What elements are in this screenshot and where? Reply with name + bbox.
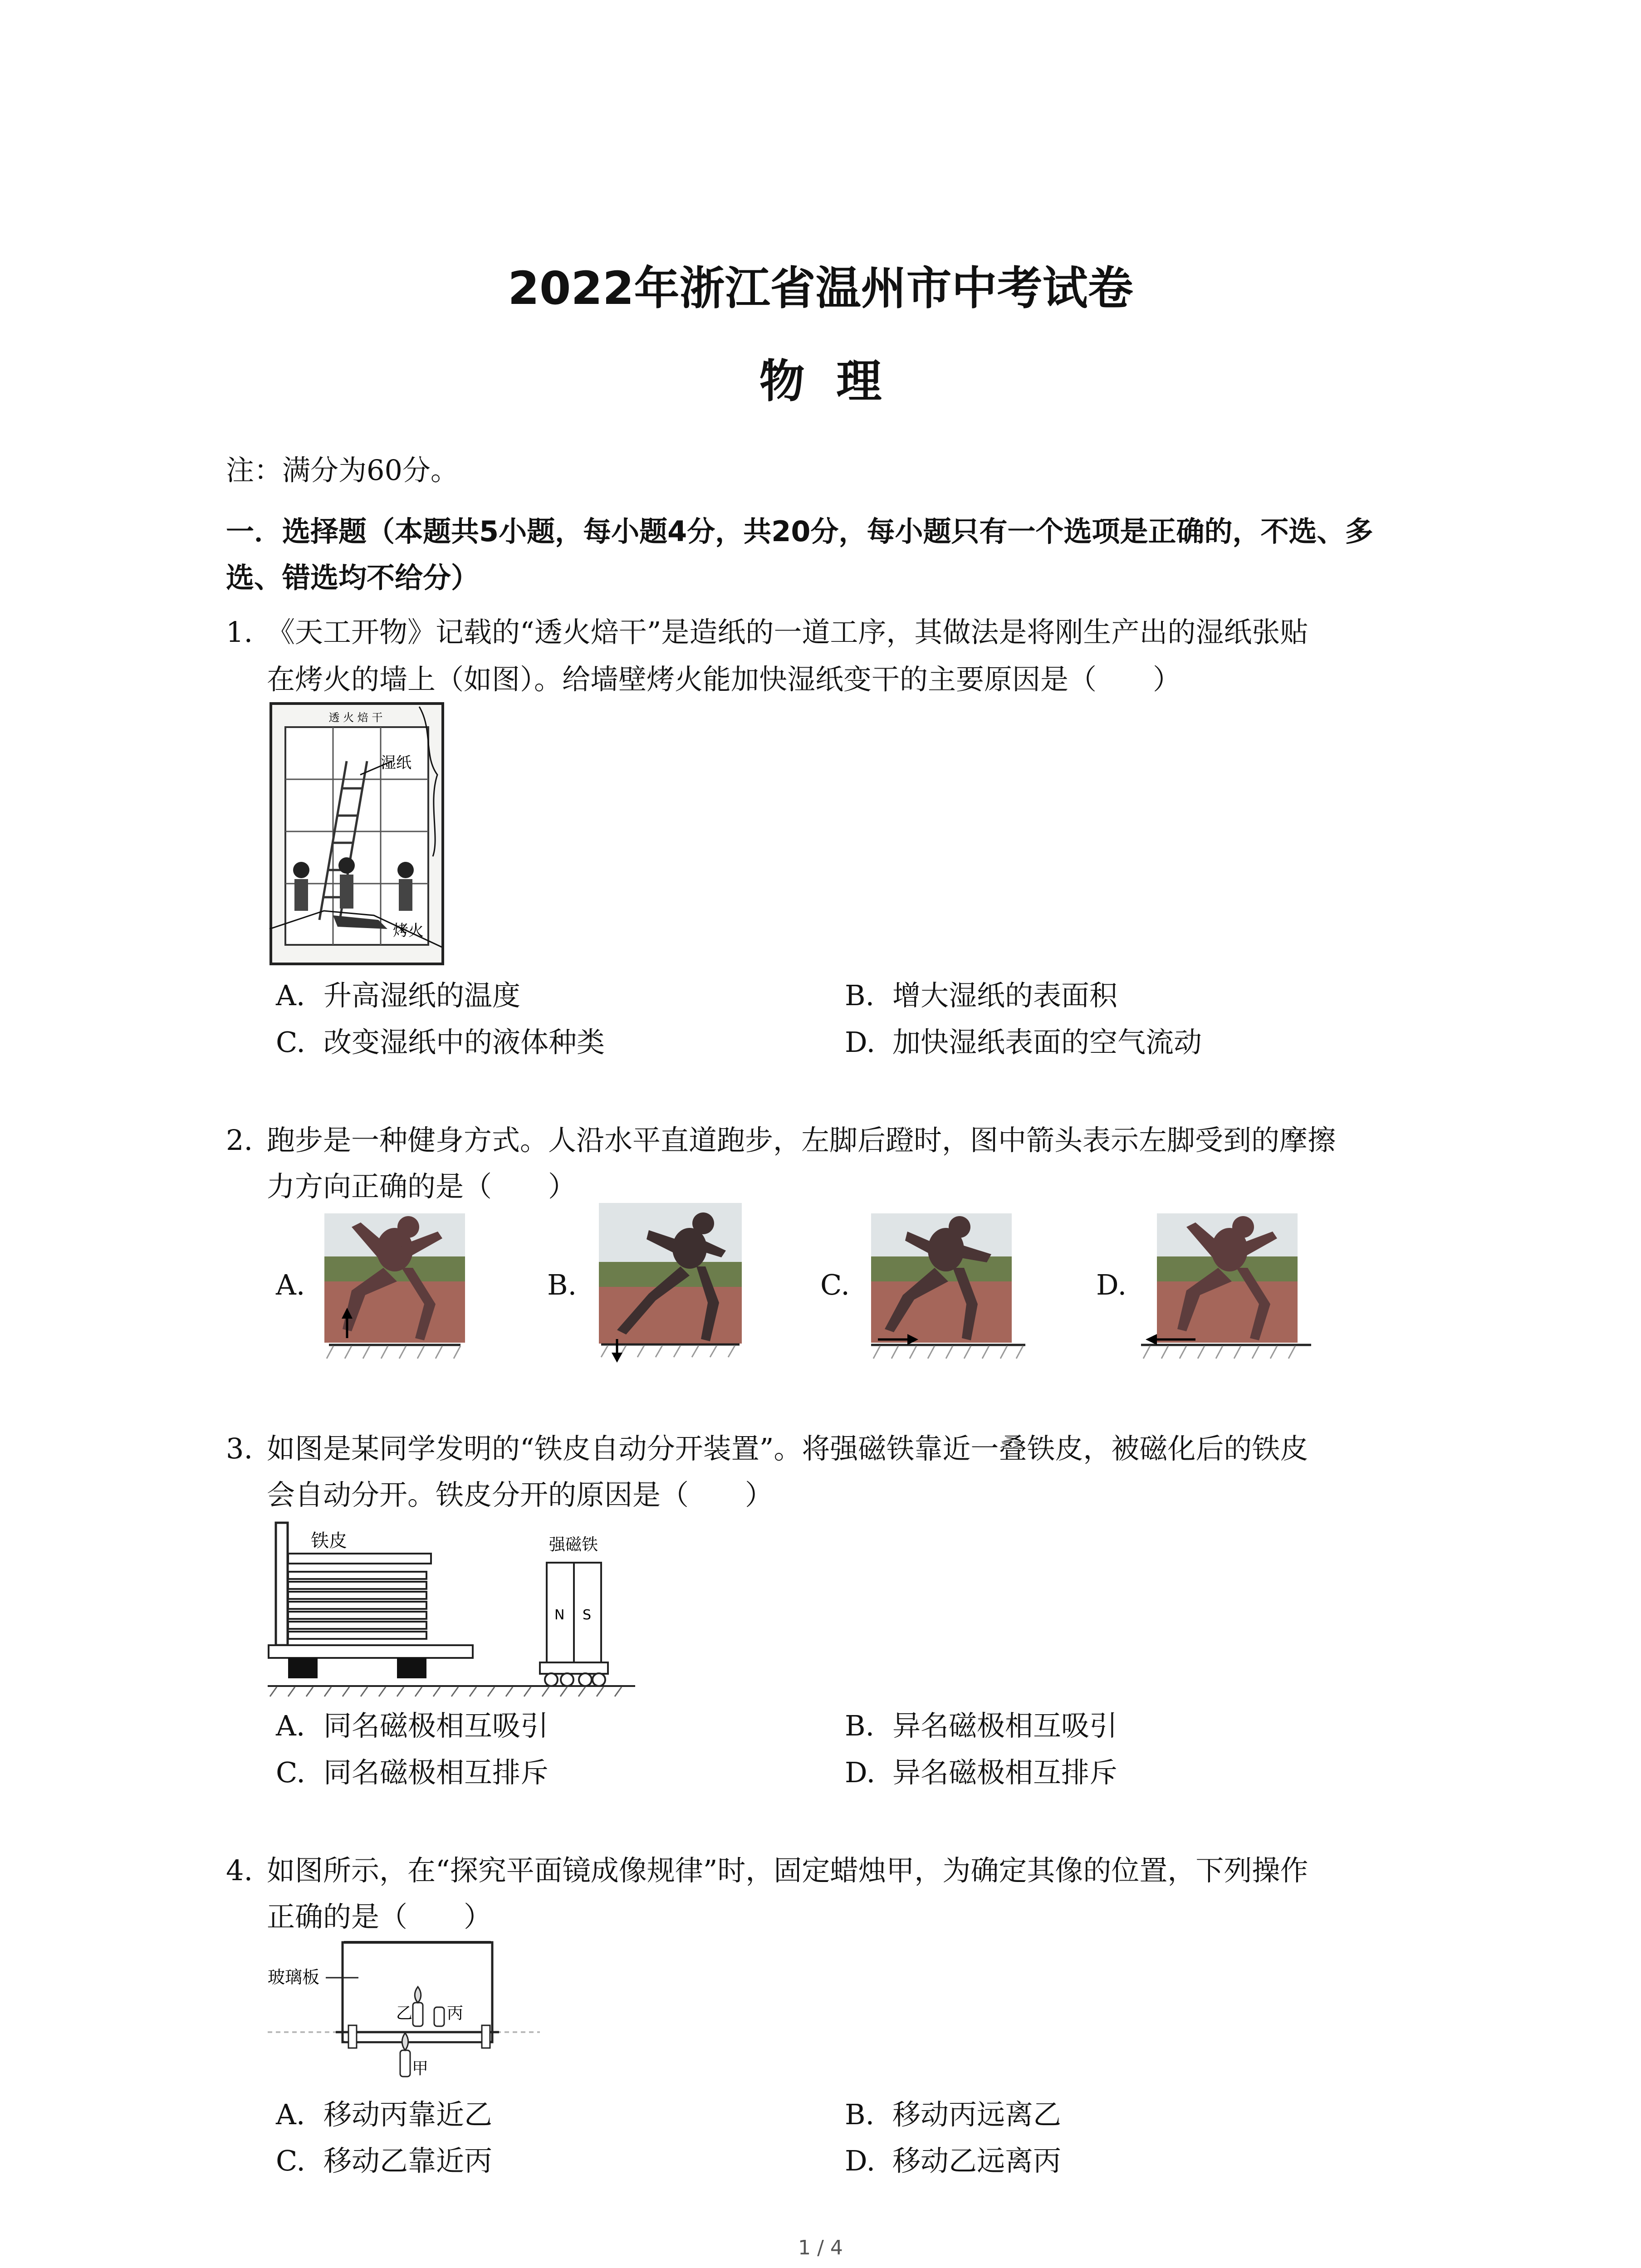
q4-option-d[interactable] bbox=[845, 2138, 1061, 2184]
q4-option-d-text: 移动乙远离丙 bbox=[892, 2144, 1062, 2177]
q1-option-b-key: B. bbox=[845, 979, 875, 1012]
q1-option-a[interactable] bbox=[276, 973, 520, 1018]
figure-4-glass-label: 玻璃板 bbox=[268, 1967, 320, 1987]
runner-figure-b[interactable] bbox=[599, 1203, 742, 1364]
question-2-line1: 跑步是一种健身方式。人沿水平直道跑步，左脚后蹬时，图中箭头表示左脚受到的摩擦 bbox=[267, 1124, 1336, 1157]
question-3-line1: 如图是某同学发明的“铁皮自动分开装置”。将强磁铁靠近一叠铁皮，被磁化后的铁皮 bbox=[267, 1432, 1308, 1465]
q4-option-c-key: C. bbox=[276, 2144, 305, 2177]
q1-option-d-text: 加快湿纸表面的空气流动 bbox=[892, 1026, 1202, 1059]
runner-figure-a[interactable] bbox=[324, 1213, 465, 1361]
question-4-number: 4. bbox=[226, 1854, 253, 1887]
q1-option-d[interactable] bbox=[845, 1020, 1202, 1065]
section-heading-line2: 选、错选均不给分） bbox=[226, 561, 480, 594]
figure-3-n-label: N bbox=[554, 1607, 565, 1623]
figure-3-magnet-label: 强磁铁 bbox=[549, 1535, 598, 1554]
question-1-line2: 在烤火的墙上（如图）。给墙壁烤火能加快湿纸变干的主要原因是（ ） bbox=[267, 663, 1181, 696]
q3-option-c-text: 同名磁极相互排斥 bbox=[323, 1756, 549, 1789]
q4-option-b[interactable] bbox=[845, 2092, 1061, 2137]
q3-option-a[interactable] bbox=[276, 1703, 549, 1749]
figure-1-banner: 透 火 焙 干 bbox=[328, 711, 383, 724]
runner-figure-d[interactable] bbox=[1141, 1213, 1311, 1361]
q4-option-c[interactable] bbox=[276, 2138, 492, 2184]
q2-option-d-label[interactable]: D. bbox=[1096, 1268, 1127, 1301]
q1-option-a-text: 升高湿纸的温度 bbox=[323, 979, 521, 1012]
q1-option-b-text: 增大湿纸的表面积 bbox=[892, 979, 1118, 1012]
q1-option-c[interactable] bbox=[276, 1020, 605, 1065]
q3-option-b[interactable] bbox=[845, 1703, 1117, 1749]
score-note: 注：满分为60分。 bbox=[226, 454, 459, 487]
q2-option-c-label[interactable]: C. bbox=[820, 1268, 850, 1301]
q4-option-a[interactable] bbox=[276, 2092, 492, 2137]
q1-option-b[interactable] bbox=[845, 973, 1117, 1018]
q3-option-a-text: 同名磁极相互吸引 bbox=[323, 1709, 549, 1742]
q1-option-a-key: A. bbox=[276, 979, 305, 1012]
page-number: 1 / 4 bbox=[798, 2236, 843, 2259]
q4-option-b-text: 移动丙远离乙 bbox=[892, 2098, 1062, 2131]
figure-1-wet-paper-label: 湿纸 bbox=[381, 754, 411, 772]
q4-option-b-key: B. bbox=[845, 2098, 875, 2131]
q4-option-a-key: A. bbox=[276, 2098, 305, 2131]
figure-4-yi-label: 乙 bbox=[396, 2004, 413, 2023]
question-3-number: 3. bbox=[226, 1432, 253, 1465]
q3-option-d-key: D. bbox=[845, 1756, 876, 1789]
question-3-line2: 会自动分开。铁皮分开的原因是（ ） bbox=[267, 1478, 774, 1511]
question-2-line2: 力方向正确的是（ ） bbox=[267, 1170, 577, 1203]
question-4-line1: 如图所示，在“探究平面镜成像规律”时，固定蜡烛甲，为确定其像的位置，下列操作 bbox=[267, 1854, 1308, 1887]
question-1-line1: 《天工开物》记载的“透火焙干”是造纸的一道工序，其做法是将刚生产出的湿纸张贴 bbox=[267, 616, 1308, 649]
figure-3-iron-label: 铁皮 bbox=[311, 1530, 347, 1551]
figure-1-fire-label: 烤火 bbox=[393, 922, 424, 940]
runner-figure-c[interactable] bbox=[871, 1213, 1025, 1361]
q3-option-c-key: C. bbox=[276, 1756, 305, 1789]
exam-title: 2022年浙江省温州市中考试卷 bbox=[508, 262, 1133, 315]
figure-3-s-label: S bbox=[583, 1607, 592, 1623]
q1-option-d-key: D. bbox=[845, 1026, 876, 1059]
q3-option-a-key: A. bbox=[276, 1709, 305, 1742]
question-4-figure bbox=[268, 1937, 544, 2091]
q1-option-c-text: 改变湿纸中的液体种类 bbox=[323, 1026, 605, 1059]
question-1-number: 1. bbox=[226, 616, 253, 649]
q3-option-b-key: B. bbox=[845, 1709, 875, 1742]
q4-option-a-text: 移动丙靠近乙 bbox=[323, 2098, 493, 2131]
q3-option-b-text: 异名磁极相互吸引 bbox=[892, 1709, 1118, 1742]
q1-option-c-key: C. bbox=[276, 1026, 305, 1059]
question-4-line2: 正确的是（ ） bbox=[267, 1900, 492, 1933]
q2-option-b-label[interactable]: B. bbox=[547, 1268, 577, 1301]
question-3-figure bbox=[268, 1522, 635, 1699]
figure-4-jia-label: 甲 bbox=[412, 2059, 429, 2078]
q4-option-d-key: D. bbox=[845, 2144, 876, 2177]
subject-title: 物 理 bbox=[759, 355, 882, 408]
question-2-number: 2. bbox=[226, 1124, 253, 1157]
q4-option-c-text: 移动乙靠近丙 bbox=[323, 2144, 493, 2177]
figure-4-bing-label: 丙 bbox=[447, 2004, 464, 2023]
q3-option-c[interactable] bbox=[276, 1750, 549, 1795]
q2-option-a-label[interactable]: A. bbox=[276, 1268, 305, 1301]
q3-option-d[interactable] bbox=[845, 1750, 1117, 1795]
q3-option-d-text: 异名磁极相互排斥 bbox=[892, 1756, 1118, 1789]
section-heading-line1: 一．选择题（本题共5小题，每小题4分，共20分，每小题只有一个选项是正确的，不选、多 bbox=[226, 515, 1373, 548]
question-1-figure bbox=[269, 702, 444, 965]
